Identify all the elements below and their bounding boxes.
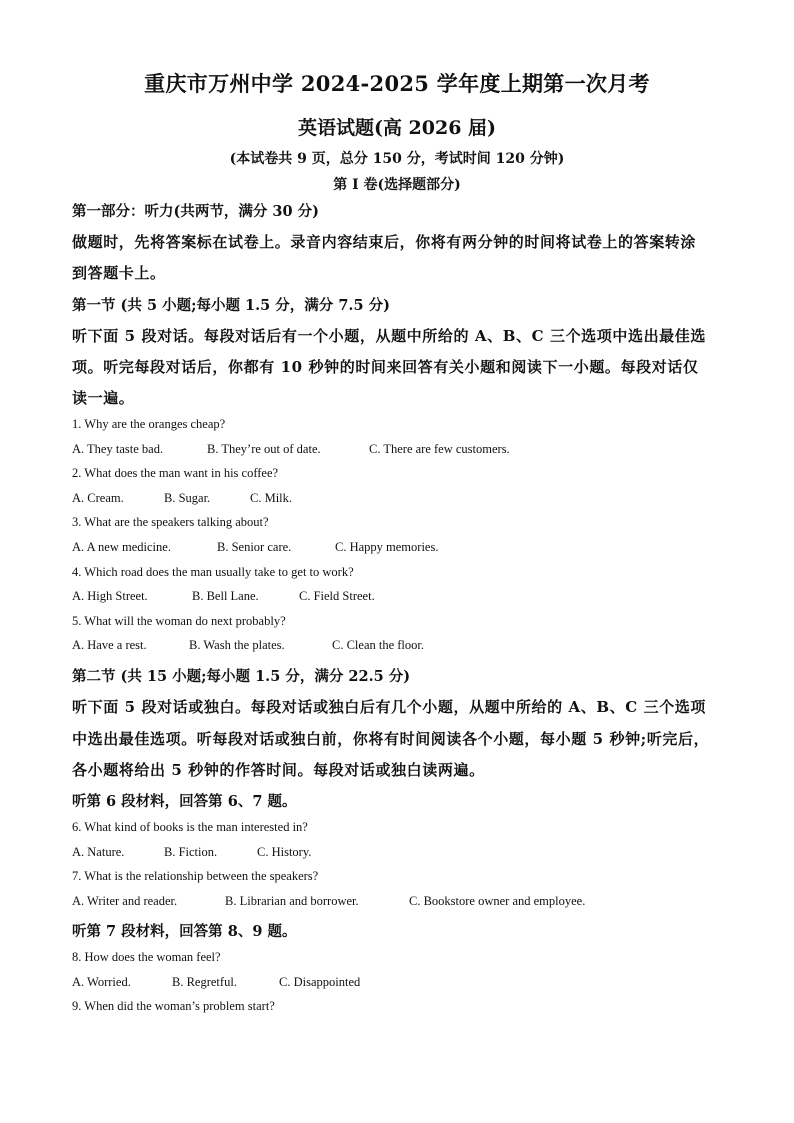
option-a: A. High Street. bbox=[72, 589, 148, 603]
option-b: B. Fiction. bbox=[164, 845, 218, 859]
option-a: A. Nature. bbox=[72, 845, 125, 859]
option-c: C. Field Street. bbox=[299, 589, 375, 603]
question-stem: 6. What kind of books is the man interested in? bbox=[72, 820, 308, 834]
volume-label: 第 I 卷(选择题部分) bbox=[333, 177, 461, 193]
option-b: B. Bell Lane. bbox=[192, 589, 259, 603]
option-c: C. Happy memories. bbox=[335, 540, 439, 554]
option-a: A. They taste bad. bbox=[72, 442, 164, 456]
part1-instruction-line: 做题时，先将答案标在试卷上。录音内容结束后，你将有两分钟的时间将试卷上的答案转涂 bbox=[72, 233, 697, 251]
option-a: A. Worried. bbox=[72, 975, 131, 989]
section2-instruction-line: 中选出最佳选项。听每段对话或独白前，你将有时间阅读各个小题，每小题 5 秒钟;听完后， bbox=[72, 730, 710, 748]
part1-heading: 第一部分：听力(共两节，满分 30 分) bbox=[72, 203, 319, 220]
question-stem: 1. Why are the oranges cheap? bbox=[72, 417, 226, 431]
section2-instruction-line: 各小题将给出 5 秒钟的作答时间。每段对话或独白读两遍。 bbox=[72, 761, 485, 779]
option-a: A. Have a rest. bbox=[72, 638, 147, 652]
section1-instruction-line: 读一遍。 bbox=[72, 389, 135, 407]
section2-heading: 第二节 (共 15 小题;每小题 1.5 分，满分 22.5 分) bbox=[72, 668, 411, 685]
option-c: C. Bookstore owner and employee. bbox=[409, 894, 586, 908]
section1-instruction-line: 听下面 5 段对话。每段对话后有一个小题，从题中所给的 A、B、C 三个选项中选出最佳选 bbox=[72, 327, 706, 345]
question-stem: 7. What is the relationship between the speakers? bbox=[72, 869, 319, 883]
question-stem: 3. What are the speakers talking about? bbox=[72, 515, 269, 529]
option-b: B. Regretful. bbox=[172, 975, 237, 989]
option-a: A. Writer and reader. bbox=[72, 894, 178, 908]
question-stem: 5. What will the woman do next probably? bbox=[72, 614, 286, 628]
material-7-heading: 听第 7 段材料，回答第 8、9 题。 bbox=[72, 923, 297, 940]
part1-instruction-line: 到答题卡上。 bbox=[72, 264, 166, 282]
question-stem: 8. How does the woman feel? bbox=[72, 950, 221, 964]
option-c: C. There are few customers. bbox=[369, 442, 510, 456]
question-stem: 9. When did the woman’s problem start? bbox=[72, 999, 275, 1013]
material-6-heading: 听第 6 段材料，回答第 6、7 题。 bbox=[72, 793, 297, 810]
option-c: C. Milk. bbox=[250, 491, 293, 505]
section1-instruction-line: 项。听完每段对话后，你都有 10 秒钟的时间来回答有关小题和阅读下一小题。每段对话仅 bbox=[72, 358, 699, 376]
option-b: B. Sugar. bbox=[164, 491, 211, 505]
question-stem: 4. Which road does the man usually take to get to work? bbox=[72, 565, 354, 579]
exam-subtitle: 英语试题(高 2026 届) bbox=[297, 117, 497, 139]
option-b: B. Senior care. bbox=[217, 540, 292, 554]
option-b: B. They’re out of date. bbox=[207, 442, 321, 456]
question-stem: 2. What does the man want in his coffee? bbox=[72, 466, 279, 480]
option-b: B. Librarian and borrower. bbox=[225, 894, 359, 908]
option-a: A. Cream. bbox=[72, 491, 124, 505]
exam-info: (本试卷共 9 页，总分 150 分，考试时间 120 分钟) bbox=[229, 151, 565, 167]
option-c: C. Clean the floor. bbox=[332, 638, 424, 652]
section1-heading: 第一节 (共 5 小题;每小题 1.5 分，满分 7.5 分) bbox=[72, 297, 390, 314]
section2-instruction-line: 听下面 5 段对话或独白。每段对话或独白后有几个小题，从题中所给的 A、B、C 三个选项 bbox=[72, 698, 706, 716]
option-c: C. Disappointed bbox=[279, 975, 361, 989]
exam-title: 重庆市万州中学 2024-2025 学年度上期第一次月考 bbox=[144, 71, 650, 96]
option-c: C. History. bbox=[257, 845, 312, 859]
option-b: B. Wash the plates. bbox=[189, 638, 285, 652]
option-a: A. A new medicine. bbox=[72, 540, 171, 554]
